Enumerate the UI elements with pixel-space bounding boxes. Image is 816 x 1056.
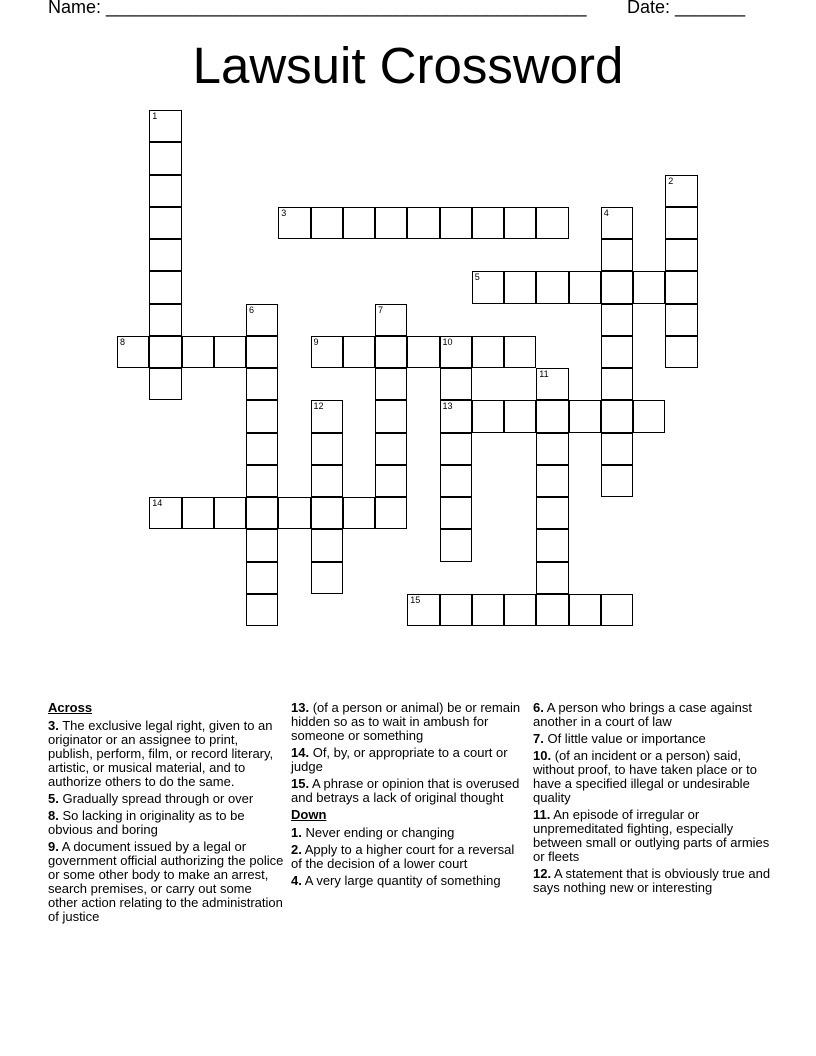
grid-cell[interactable]: [536, 271, 568, 303]
grid-cell[interactable]: [440, 465, 472, 497]
grid-cell[interactable]: [536, 368, 568, 400]
grid-cell[interactable]: [246, 336, 278, 368]
grid-cell[interactable]: [536, 207, 568, 239]
clue-across-13: 13. (of a person or animal) be or remain hidden so as to wait in ambush for someone or something: [291, 700, 521, 743]
grid-cell[interactable]: [601, 271, 633, 303]
grid-cell[interactable]: [214, 336, 246, 368]
clue-down-1: 1. Never ending or changing: [291, 825, 455, 840]
grid-cell[interactable]: [472, 594, 504, 626]
grid-cell[interactable]: [504, 594, 536, 626]
grid-cell[interactable]: [504, 271, 536, 303]
grid-cell[interactable]: [569, 594, 601, 626]
date-field-label: Date: _______: [627, 0, 746, 17]
clue-number: 2: [668, 175, 674, 186]
grid-cell[interactable]: [536, 594, 568, 626]
grid-cell[interactable]: [472, 271, 504, 303]
grid-cell[interactable]: [569, 400, 601, 432]
clue-down-2: 2. Apply to a higher court for a reversal of the decision of a lower court: [291, 842, 515, 871]
grid-cell[interactable]: [407, 336, 439, 368]
grid-cell[interactable]: [311, 433, 343, 465]
clue-number: 7: [378, 304, 384, 315]
down-heading: Down: [291, 807, 327, 822]
grid-cell[interactable]: [246, 529, 278, 561]
grid-cell[interactable]: [149, 142, 181, 174]
grid-cell[interactable]: [601, 336, 633, 368]
grid-cell[interactable]: [149, 239, 181, 271]
clue-number: 1: [152, 111, 158, 121]
clue-down-7: 7. Of little value or importance: [533, 731, 706, 746]
clue-number: 5: [474, 272, 480, 283]
grid-cell[interactable]: [375, 400, 407, 432]
grid-cell[interactable]: [665, 207, 697, 239]
grid-cell[interactable]: [246, 368, 278, 400]
grid-cell[interactable]: [246, 433, 278, 465]
grid-cell[interactable]: [375, 465, 407, 497]
clue-number: 3: [281, 207, 287, 218]
clues-column-1: [48, 701, 284, 927]
grid-cell[interactable]: [504, 336, 536, 368]
clue-number: 10: [442, 336, 453, 347]
grid-cell[interactable]: [601, 368, 633, 400]
grid-cell[interactable]: [633, 271, 665, 303]
grid-cell[interactable]: [149, 368, 181, 400]
grid-cell[interactable]: [375, 207, 407, 239]
grid-cell[interactable]: [601, 207, 633, 239]
clue-down-12: 12. A statement that is obviously true and says nothing new or interesting: [533, 866, 771, 895]
grid-cell[interactable]: [311, 207, 343, 239]
grid-cell[interactable]: [311, 497, 343, 529]
grid-cell[interactable]: [665, 239, 697, 271]
grid-cell[interactable]: [246, 465, 278, 497]
grid-cell[interactable]: [633, 400, 665, 432]
grid-cell[interactable]: [246, 594, 278, 626]
clue-number: 15: [410, 594, 421, 605]
grid-cell[interactable]: [472, 336, 504, 368]
grid-cell[interactable]: [536, 497, 568, 529]
grid-cell[interactable]: [601, 594, 633, 626]
clue-number: 12: [313, 401, 324, 412]
grid-cell[interactable]: [665, 271, 697, 303]
grid-cell[interactable]: [536, 400, 568, 432]
clue-across-14: 14. Of, by, or appropriate to a court or judge: [291, 745, 508, 774]
grid-cell[interactable]: [601, 304, 633, 336]
grid-cell[interactable]: [311, 465, 343, 497]
grid-cell[interactable]: [440, 529, 472, 561]
clue-down-11: 11. An episode of irregular or unpremeditated fighting, especially between small or outlying parts of armies or fleets: [533, 807, 770, 864]
grid-cell[interactable]: [601, 239, 633, 271]
clue-number: 6: [249, 304, 255, 315]
grid-cell[interactable]: [504, 207, 536, 239]
grid-cell[interactable]: [117, 336, 149, 368]
grid-cell[interactable]: [472, 400, 504, 432]
grid-cell[interactable]: [311, 336, 343, 368]
grid-cell[interactable]: [440, 594, 472, 626]
grid-cell[interactable]: [375, 336, 407, 368]
grid-cell[interactable]: [440, 400, 472, 432]
clues-column-3: [533, 701, 771, 898]
across-heading: Across: [48, 700, 93, 715]
grid-cell[interactable]: [311, 400, 343, 432]
clue-number: 13: [442, 401, 453, 412]
grid-cell[interactable]: [149, 304, 181, 336]
clue-across-8: 8. So lacking in originality as to be obvious and boring: [48, 808, 245, 837]
grid-cell[interactable]: [182, 336, 214, 368]
grid-cell[interactable]: [375, 433, 407, 465]
grid-cell[interactable]: [149, 271, 181, 303]
clue-down-6: 6. A person who brings a case against another in a court of law: [533, 700, 752, 729]
grid-cell[interactable]: [149, 110, 181, 142]
grid-cell[interactable]: [665, 336, 697, 368]
clue-across-3: 3. The exclusive legal right, given to an originator or an assignee to print, publish, perform, film, or record literary, artistic, or musical material, and to authorize others to do the same.: [48, 718, 274, 789]
grid-cell[interactable]: [440, 497, 472, 529]
grid-cell[interactable]: [601, 400, 633, 432]
clue-down-10: 10. (of an incident or a person) said, without proof, to have taken place or to have a specified illegal or undesirable quality: [533, 748, 758, 805]
grid-cell[interactable]: [665, 175, 697, 207]
grid-cell[interactable]: [149, 175, 181, 207]
grid-cell[interactable]: [149, 336, 181, 368]
grid-cell[interactable]: [536, 529, 568, 561]
grid-cell[interactable]: [536, 562, 568, 594]
grid-cell[interactable]: [601, 433, 633, 465]
grid-cell[interactable]: [278, 497, 310, 529]
clue-number: 4: [603, 207, 609, 218]
grid-cell[interactable]: [214, 497, 246, 529]
grid-cell[interactable]: [440, 207, 472, 239]
grid-cell[interactable]: [407, 207, 439, 239]
grid-cell[interactable]: [536, 433, 568, 465]
clue-across-9: 9. A document issued by a legal or government official authorizing the police or some other body to make an arrest, search premises, or carry out some other action relating to the administration of justice: [48, 839, 284, 924]
grid-cell[interactable]: [472, 207, 504, 239]
grid-cell[interactable]: [246, 400, 278, 432]
grid-cell[interactable]: [246, 304, 278, 336]
clue-across-5: 5. Gradually spread through or over: [48, 791, 254, 806]
clue-number: 8: [120, 336, 126, 347]
clue-number: 14: [152, 498, 163, 508]
grid-cell[interactable]: [504, 400, 536, 432]
grid-cell[interactable]: [440, 433, 472, 465]
grid-cell[interactable]: [375, 497, 407, 529]
grid-cell[interactable]: [601, 465, 633, 497]
grid-cell[interactable]: [343, 336, 375, 368]
clue-down-4: 4. A very large quantity of something: [291, 873, 501, 888]
grid-cell[interactable]: [278, 207, 310, 239]
name-field-label: Name: ________________________________________________: [48, 0, 587, 17]
grid-cell[interactable]: [182, 497, 214, 529]
grid-cell[interactable]: [375, 304, 407, 336]
grid-cell[interactable]: [407, 594, 439, 626]
grid-cell[interactable]: [440, 368, 472, 400]
grid-cell[interactable]: [343, 207, 375, 239]
grid-cell[interactable]: [569, 271, 601, 303]
grid-cell[interactable]: [311, 562, 343, 594]
grid-cell[interactable]: [440, 336, 472, 368]
grid-cell[interactable]: [311, 529, 343, 561]
grid-cell[interactable]: [665, 304, 697, 336]
clue-across-15: 15. A phrase or opinion that is overused and betrays a lack of original thought: [291, 776, 520, 805]
grid-cell[interactable]: [536, 465, 568, 497]
grid-cell[interactable]: [375, 368, 407, 400]
grid-cell[interactable]: [343, 497, 375, 529]
clues-column-2: [291, 701, 521, 891]
grid-cell[interactable]: [246, 497, 278, 529]
clue-number: 9: [313, 336, 319, 347]
page-title: Lawsuit Crossword: [192, 37, 624, 94]
grid-cell[interactable]: [246, 562, 278, 594]
grid-cell[interactable]: [149, 497, 181, 529]
clue-number: 11: [539, 369, 549, 379]
grid-cell[interactable]: [149, 207, 181, 239]
